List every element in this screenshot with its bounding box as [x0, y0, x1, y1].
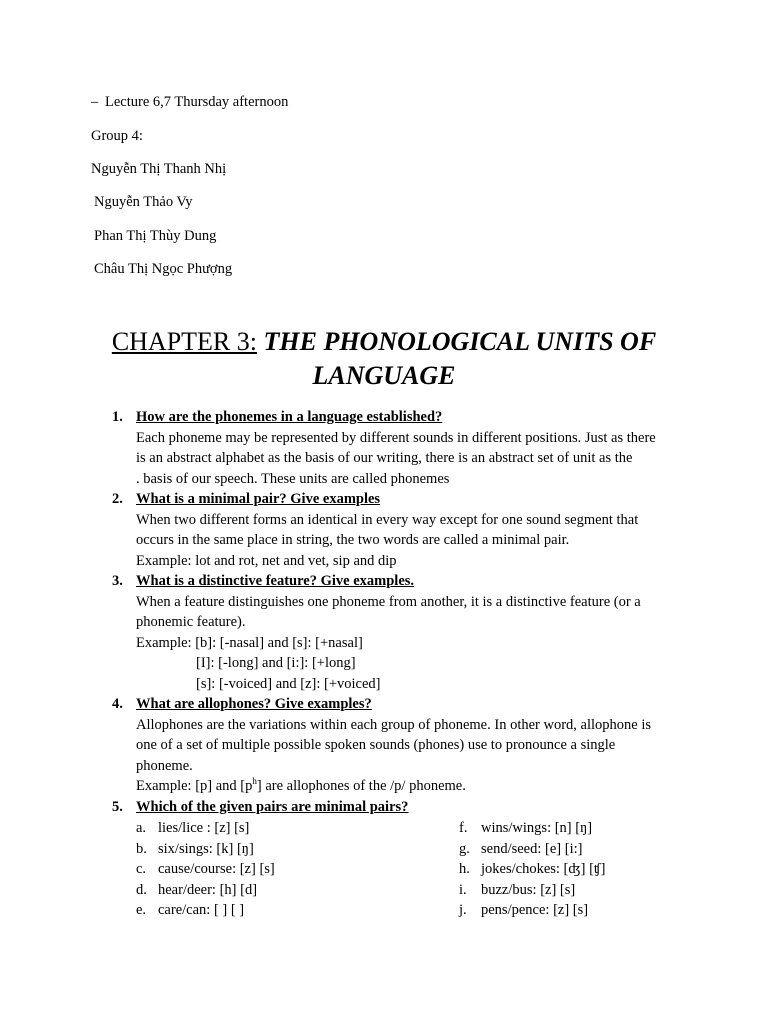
- chapter-title-line2: LANGUAGE: [312, 361, 456, 390]
- group-label: Group 4:: [91, 128, 143, 144]
- question-number: 3.: [112, 573, 123, 589]
- question-3: [112, 571, 692, 694]
- member-name: Nguyễn Thảo Vy: [94, 194, 193, 210]
- chapter-title: [0, 325, 768, 359]
- answer-line: occurs in the same place in string, the two words are called a minimal pair.: [136, 532, 570, 548]
- question-4: [112, 694, 692, 797]
- chapter-title-continued: [0, 359, 768, 393]
- pair-letter: g.: [459, 840, 470, 857]
- pair-item: [136, 839, 254, 860]
- pair-text: care/can: [ ] [ ]: [158, 902, 245, 918]
- question-number: 4.: [112, 696, 123, 712]
- pair-item: [136, 859, 275, 880]
- example-text: Example: [p] and [p: [136, 778, 253, 794]
- question-number: 5.: [112, 799, 123, 815]
- member-name: Phan Thị Thùy Dung: [94, 228, 217, 244]
- question-5: [112, 797, 692, 818]
- pair-letter: e.: [136, 902, 147, 918]
- answer-line: phoneme.: [136, 757, 193, 774]
- pair-text: lies/lice : [z] [s]: [158, 820, 250, 836]
- dash-marker: –: [91, 94, 99, 110]
- question-heading: Which of the given pairs are minimal pairs?: [136, 799, 409, 815]
- chapter-label: CHAPTER 3:: [111, 327, 257, 356]
- aspiration-superscript: h: [252, 776, 257, 787]
- pair-text: wins/wings: [n] [ŋ]: [481, 820, 593, 836]
- pair-item: [459, 900, 588, 921]
- question-heading: What are allophones? Give examples?: [136, 696, 372, 712]
- answer-line: one of a set of multiple possible spoken sounds (phones) use to pronounce a single: [136, 737, 616, 753]
- pair-text: cause/course: [z] [s]: [158, 861, 275, 877]
- question-1: [112, 407, 692, 489]
- pair-item: [136, 818, 249, 839]
- pair-letter: h.: [459, 861, 470, 877]
- pair-letter: a.: [136, 820, 147, 836]
- question-2: [112, 489, 692, 571]
- pair-item: [459, 880, 575, 901]
- pair-item: [136, 900, 244, 921]
- answer-line: Example: [b]: [-nasal] and [s]: [+nasal]: [136, 634, 363, 651]
- example-line: [s]: [-voiced] and [z]: [+voiced]: [196, 675, 381, 692]
- member-name: Nguyễn Thị Thanh Nhị: [91, 161, 227, 177]
- pair-item: [459, 818, 592, 839]
- pair-letter: i.: [459, 881, 467, 898]
- pair-text: hear/deer: [h] [d]: [158, 881, 258, 898]
- answer-line: Each phoneme may be represented by different sounds in different positions. Just as there: [136, 429, 656, 446]
- example-line: [I]: [-long] and [i:]: [+long]: [196, 655, 356, 671]
- answer-line: is an abstract alphabet as the basis of our writing, there is an abstract set of unit as the: [136, 450, 633, 466]
- answer-line: Allophones are the variations within each group of phoneme. In other word, allophone is: [136, 716, 652, 733]
- example-text-end: ] are allophones of the /p/ phoneme.: [256, 778, 466, 794]
- pair-letter: c.: [136, 861, 147, 877]
- chapter-title-line1: THE PHONOLOGICAL UNITS OF: [263, 327, 657, 356]
- question-heading: What is a distinctive feature? Give examples.: [136, 573, 415, 589]
- member-name: Châu Thị Ngọc Phượng: [94, 261, 233, 277]
- question-number: 2.: [112, 491, 123, 507]
- pair-letter: f.: [459, 820, 468, 836]
- question-number: 1.: [112, 409, 123, 425]
- answer-line: When a feature distinguishes one phoneme from another, it is a distinctive feature (or a: [136, 593, 641, 610]
- pair-text: six/sings: [k] [ŋ]: [158, 840, 254, 857]
- pair-item: [459, 839, 582, 860]
- pair-item: [136, 880, 257, 901]
- example-line: [136, 776, 692, 797]
- pair-text: jokes/chokes: [ʤ] [ʧ]: [481, 861, 606, 877]
- pair-text: buzz/bus: [z] [s]: [481, 881, 576, 898]
- answer-line: . basis of our speech. These units are called phonemes: [136, 470, 450, 487]
- pair-letter: j.: [459, 902, 467, 918]
- answer-line: phonemic feature).: [136, 614, 246, 630]
- pair-letter: d.: [136, 881, 147, 898]
- question-heading: What is a minimal pair? Give examples: [136, 491, 381, 507]
- pair-text: pens/pence: [z] [s]: [481, 902, 589, 918]
- answer-line: Example: lot and rot, net and vet, sip and dip: [136, 552, 397, 569]
- pair-letter: b.: [136, 840, 147, 857]
- lecture-line: [91, 92, 288, 112]
- pair-text: send/seed: [e] [i:]: [481, 840, 583, 857]
- lecture-text: Lecture 6,7 Thursday afternoon: [105, 94, 289, 110]
- question-heading: How are the phonemes in a language established?: [136, 409, 443, 425]
- answer-line: When two different forms an identical in every way except for one sound segment that: [136, 511, 639, 528]
- pair-item: [459, 859, 605, 880]
